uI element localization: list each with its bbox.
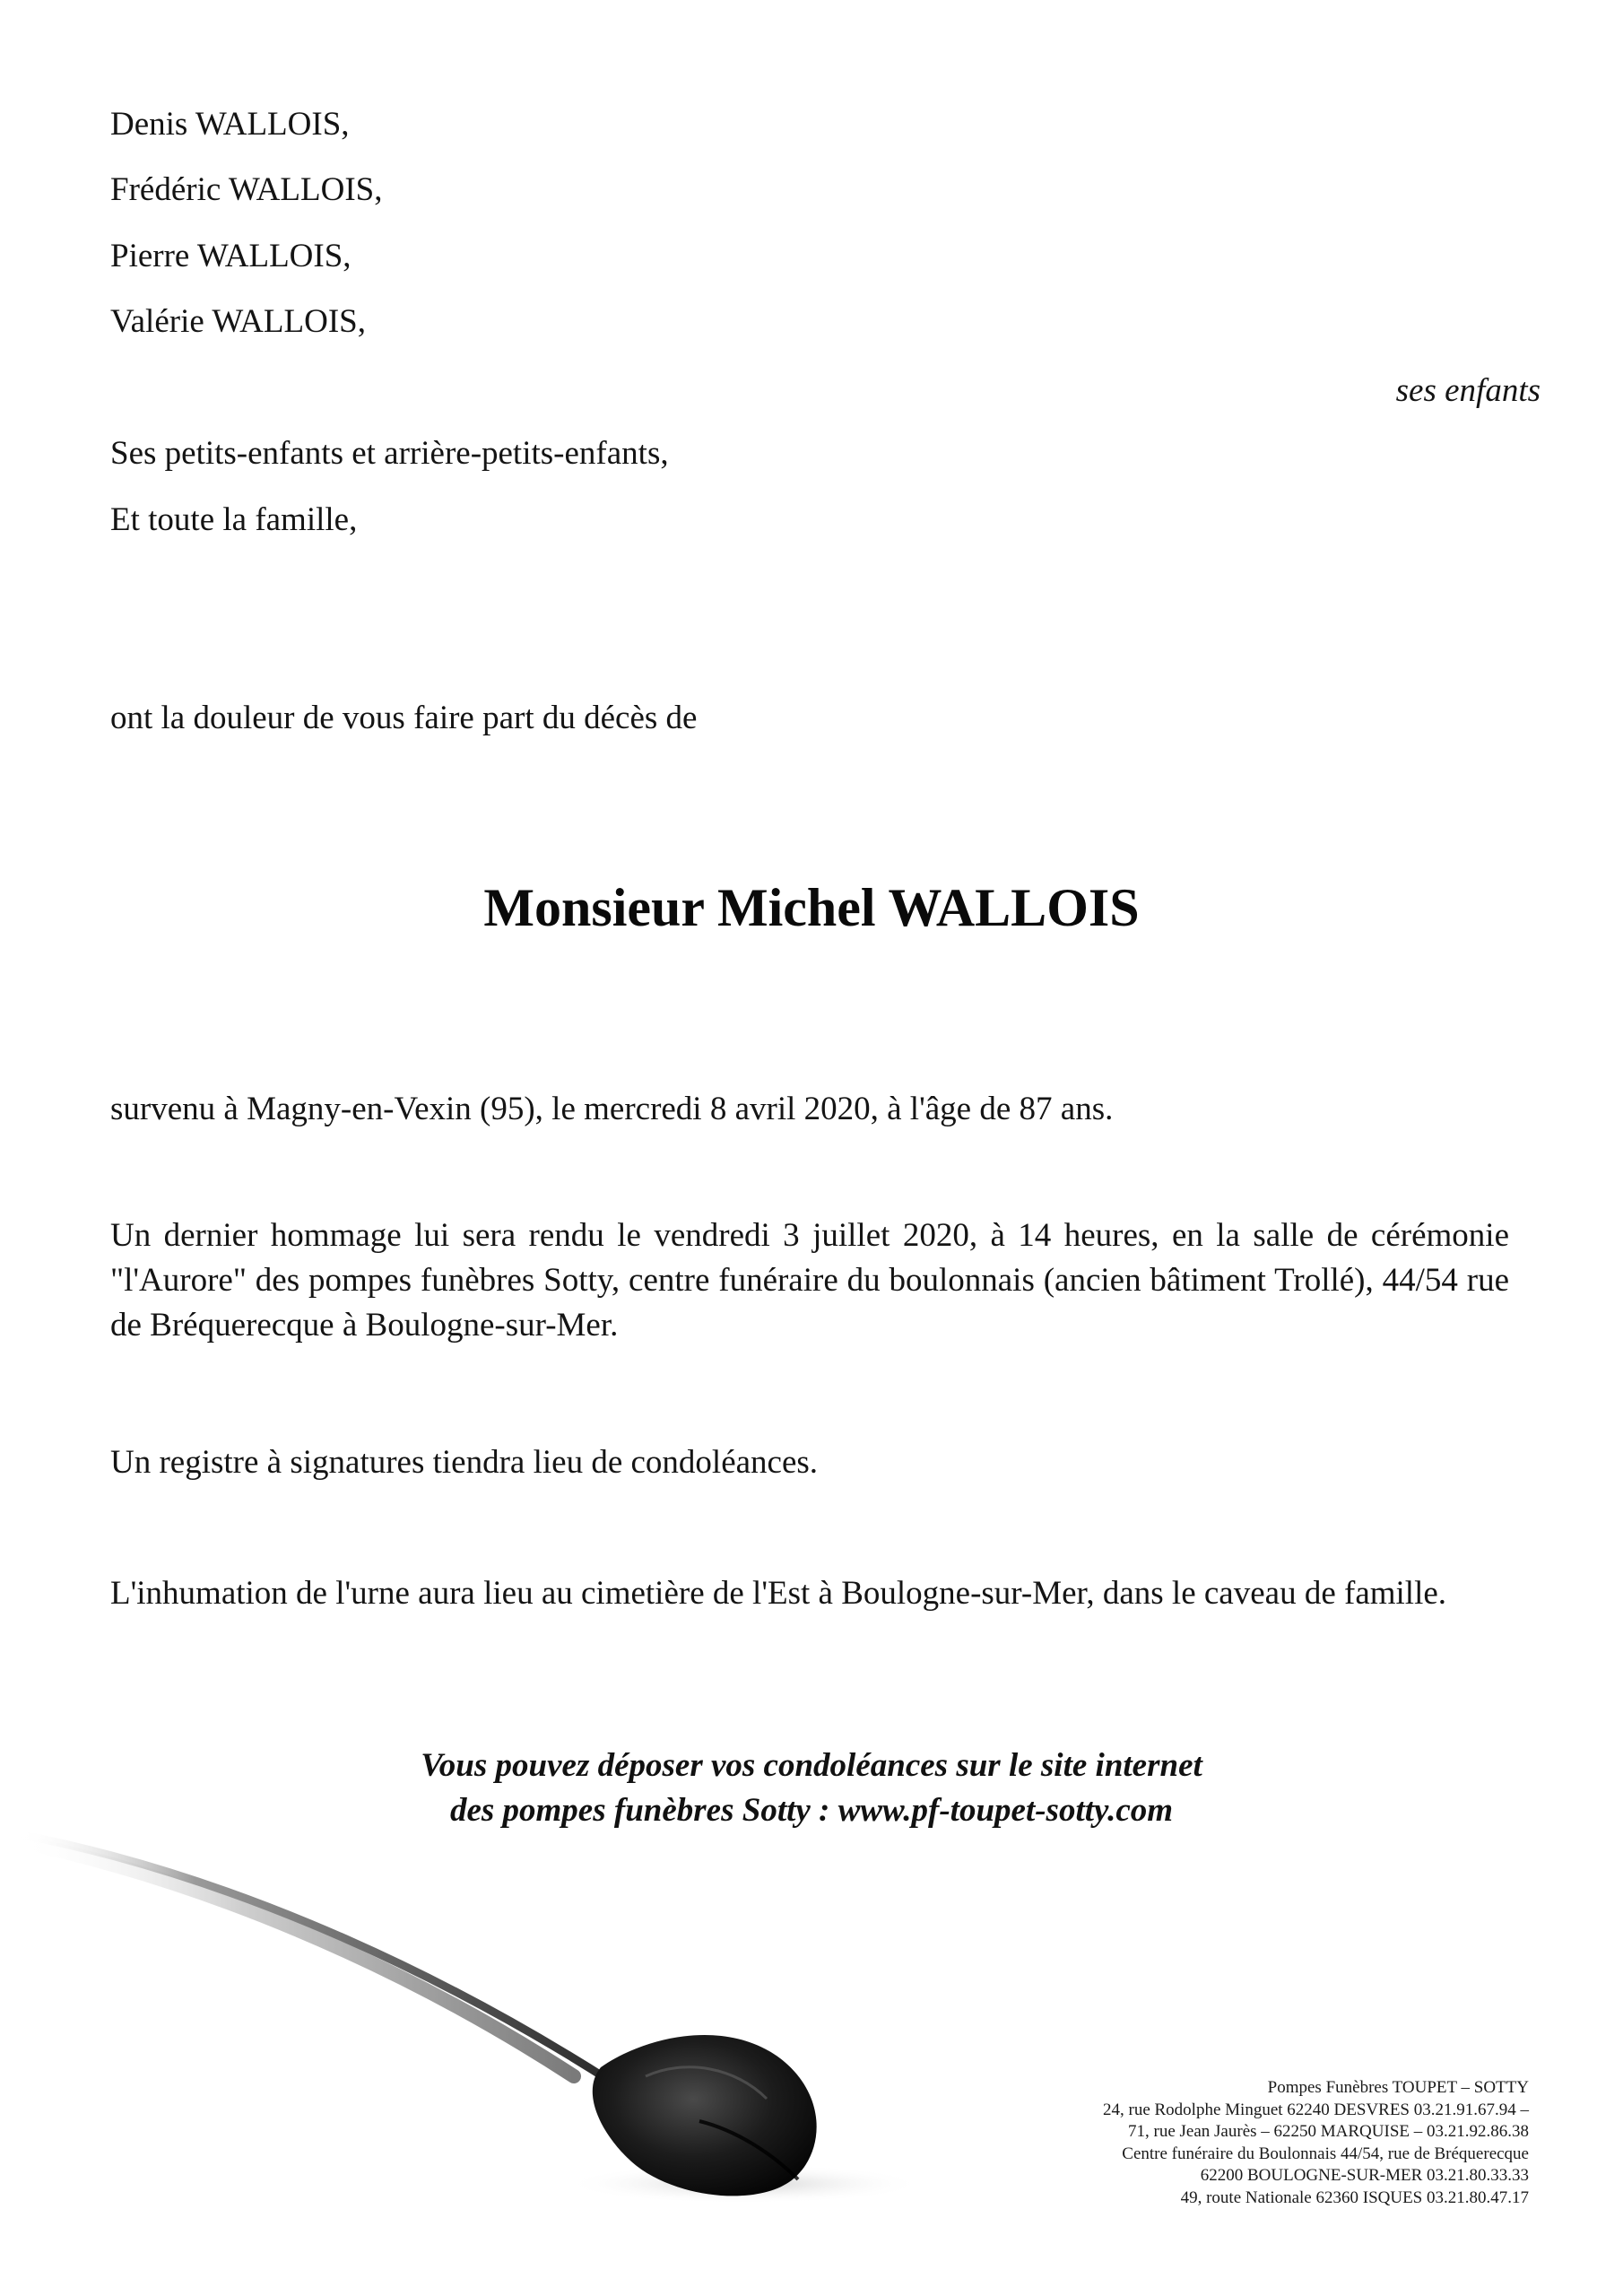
calla-lily-flower-icon: [18, 1807, 915, 2211]
signatory-child: Frédéric WALLOIS,: [110, 171, 383, 208]
children-label: ses enfants: [1395, 372, 1541, 409]
announcement-text: ont la douleur de vous faire part du décès de: [110, 700, 698, 736]
funeral-home-line: 49, route Nationale 62360 ISQUES 03.21.80.47.17: [1180, 2187, 1529, 2207]
signatory-child: Valérie WALLOIS,: [110, 303, 366, 340]
condolences-line: Vous pouvez déposer vos condoléances sur le site internet: [421, 1747, 1202, 1784]
funeral-home-line: 71, rue Jean Jaurès – 62250 MARQUISE – 03.21.92.86.38: [1128, 2122, 1529, 2141]
signatory-child: Denis WALLOIS,: [110, 106, 350, 143]
funeral-home-line: Pompes Funèbres TOUPET – SOTTY: [1267, 2078, 1529, 2097]
funeral-home-contact: [1103, 2077, 1529, 2209]
homage-paragraph: Un dernier hommage lui sera rendu le vendredi 3 juillet 2020, à 14 heures, en la salle de cérémonie "l'Aurore" des pompes funèbres Sotty, centre funéraire du boulonnais (ancien bâtiment Trollé), 44/54 rue de Bréquerecque à Boulogne-sur-Mer.: [110, 1217, 1509, 1344]
register-paragraph: Un registre à signatures tiendra lieu de condoléances.: [110, 1444, 819, 1481]
signatory-family: Et toute la famille,: [110, 501, 358, 538]
burial-paragraph: L'inhumation de l'urne aura lieu au cimetière de l'Est à Boulogne-sur-Mer, dans le caveau de famille.: [110, 1575, 1447, 1612]
flower-stem-highlight: [18, 1841, 574, 2076]
funeral-home-line: 62200 BOULOGNE-SUR-MER 03.21.80.33.33: [1200, 2166, 1529, 2185]
funeral-home-line: 24, rue Rodolphe Minguet 62240 DESVRES 03.21.91.67.94 –: [1103, 2100, 1529, 2119]
death-details-text: survenu à Magny-en-Vexin (95), le mercredi 8 avril 2020, à l'âge de 87 ans.: [110, 1091, 1114, 1127]
signatory-grandchildren: Ses petits-enfants et arrière-petits-enfants,: [110, 435, 669, 472]
signatory-child: Pierre WALLOIS,: [110, 238, 352, 274]
deceased-name-heading: Monsieur Michel WALLOIS: [483, 878, 1140, 937]
funeral-home-line: Centre funéraire du Boulonnais 44/54, rue de Bréquerecque: [1122, 2144, 1529, 2163]
condolences-website-line: des pompes funèbres Sotty : www.pf-toupet-sotty.com: [449, 1792, 1174, 1829]
